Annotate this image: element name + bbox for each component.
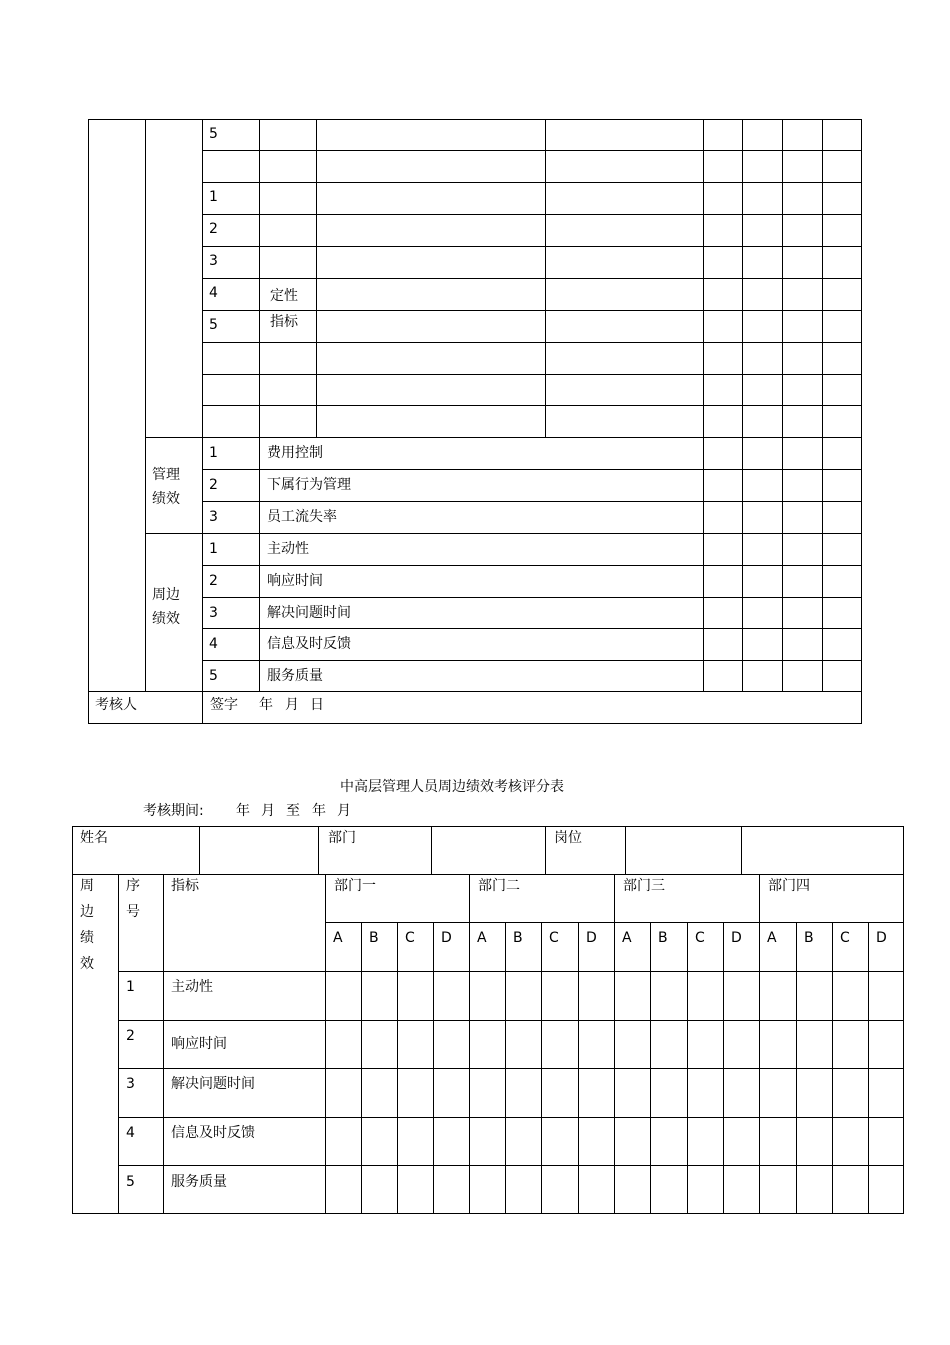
grid-line-vertical xyxy=(625,826,626,875)
indicator-name: 下属行为管理 xyxy=(267,477,351,493)
grade-column-line xyxy=(433,922,434,1214)
sequence-label: 号 xyxy=(126,904,140,920)
grid-line-vertical xyxy=(741,826,742,875)
date-month: 月 xyxy=(285,697,299,713)
sequence-label: 序 xyxy=(126,878,140,894)
department-header-1: 部门一 xyxy=(334,878,376,894)
grid-line-vertical xyxy=(545,119,546,438)
period-month: 月 xyxy=(337,803,351,819)
table1-row-line xyxy=(202,565,862,566)
grid-line-vertical xyxy=(163,874,164,1214)
table1-row-line xyxy=(202,214,862,215)
grade-column-line xyxy=(361,922,362,1214)
grid-line-vertical xyxy=(545,826,546,875)
table2-border xyxy=(72,874,73,1214)
row-number: 2 xyxy=(209,221,218,237)
grid-line-vertical xyxy=(259,119,260,692)
indicator-name: 信息及时反馈 xyxy=(171,1125,255,1141)
post-label: 岗位 xyxy=(554,830,582,846)
indicator-name: 响应时间 xyxy=(171,1036,227,1052)
table2-row-line xyxy=(118,1068,904,1069)
grade-column-line xyxy=(578,922,579,1214)
table1-row-line xyxy=(145,437,862,438)
score-column-line xyxy=(742,119,743,692)
indicator-header: 指标 xyxy=(171,878,199,894)
row-number: 3 xyxy=(209,509,218,525)
row-number: 4 xyxy=(126,1125,135,1141)
row-number: 2 xyxy=(126,1028,135,1044)
date-year: 年 xyxy=(259,697,273,713)
table1-row-line xyxy=(88,691,862,692)
grid-line-vertical xyxy=(903,826,904,875)
period-year: 年 xyxy=(312,803,326,819)
table2-row-line xyxy=(118,1117,904,1118)
table1-row-line xyxy=(202,342,862,343)
department-header-3: 部门三 xyxy=(623,878,665,894)
table1-row-line xyxy=(202,278,862,279)
peripheral-performance-label: 周边 xyxy=(152,587,180,603)
indicator-name: 费用控制 xyxy=(267,445,323,461)
grade-column-line xyxy=(687,922,688,1214)
grade-header: D xyxy=(441,930,452,946)
score-column-line xyxy=(822,119,823,692)
row-number: 1 xyxy=(209,445,218,461)
grid-line-vertical xyxy=(72,826,73,875)
grade-column-line xyxy=(650,922,651,1214)
indicator-name: 主动性 xyxy=(171,979,213,995)
table1-row-line xyxy=(202,628,862,629)
period-label: 考核期间: xyxy=(143,803,204,819)
row-number: 3 xyxy=(126,1076,135,1092)
row-number: 1 xyxy=(209,189,218,205)
grid-line-vertical xyxy=(145,119,146,692)
grade-column-line xyxy=(541,922,542,1214)
indicator-name: 信息及时反馈 xyxy=(267,636,351,652)
grid-line-vertical xyxy=(316,119,317,438)
department-header-2: 部门二 xyxy=(478,878,520,894)
table1-row-line xyxy=(202,597,862,598)
indicator-name: 解决问题时间 xyxy=(267,605,351,621)
grade-header: A xyxy=(622,930,632,946)
score-column-line xyxy=(703,119,704,692)
qualitative-indicator-label: 定性 xyxy=(270,288,298,304)
grid-line-vertical xyxy=(431,826,432,875)
grade-column-line xyxy=(614,874,615,1214)
grade-column-line xyxy=(397,922,398,1214)
indicator-name: 服务质量 xyxy=(267,668,323,684)
management-performance-label: 绩效 xyxy=(152,491,180,507)
grade-header: B xyxy=(369,930,379,946)
indicator-name: 员工流失率 xyxy=(267,509,337,525)
peripheral-performance-label: 效 xyxy=(80,956,94,972)
indicator-name: 响应时间 xyxy=(267,573,323,589)
grade-header: B xyxy=(513,930,523,946)
table1-row-line xyxy=(202,310,862,311)
row-number: 5 xyxy=(209,317,218,333)
row-number: 1 xyxy=(126,979,135,995)
table2-border xyxy=(72,1213,904,1214)
grade-header: C xyxy=(695,930,705,946)
table1-row-line xyxy=(202,374,862,375)
table1-row-line xyxy=(202,150,862,151)
assessor-label: 考核人 xyxy=(95,697,137,713)
grade-header: D xyxy=(586,930,597,946)
table1-row-line xyxy=(202,182,862,183)
department-label: 部门 xyxy=(328,830,356,846)
table1-row-line xyxy=(202,246,862,247)
grade-column-line xyxy=(759,874,760,1214)
grade-header: B xyxy=(804,930,814,946)
table1-row-line xyxy=(202,405,862,406)
grade-header: B xyxy=(658,930,668,946)
peripheral-performance-label: 绩 xyxy=(80,930,94,946)
period-year: 年 xyxy=(236,803,250,819)
table2-row-line xyxy=(72,874,904,875)
grade-header: C xyxy=(840,930,850,946)
grid-line-vertical xyxy=(202,119,203,724)
grade-column-line xyxy=(868,922,869,1214)
table2-border xyxy=(72,826,904,827)
table2-row-line xyxy=(118,1165,904,1166)
grade-column-line xyxy=(325,874,326,1214)
table1-row-line xyxy=(202,469,862,470)
grade-column-line xyxy=(469,874,470,1214)
grade-column-line xyxy=(903,874,904,1214)
row-number: 4 xyxy=(209,285,218,301)
row-number: 4 xyxy=(209,636,218,652)
period-month: 月 xyxy=(261,803,275,819)
indicator-name: 服务质量 xyxy=(171,1174,227,1190)
grade-header: A xyxy=(333,930,343,946)
peripheral-performance-label: 周 xyxy=(80,878,94,894)
row-number: 2 xyxy=(209,477,218,493)
score-column-line xyxy=(782,119,783,692)
table1-border xyxy=(88,723,862,724)
grade-header: D xyxy=(876,930,887,946)
grade-column-line xyxy=(796,922,797,1214)
grid-line-vertical xyxy=(118,874,119,1214)
department-header-4: 部门四 xyxy=(768,878,810,894)
table1-border xyxy=(88,119,862,120)
indicator-name: 主动性 xyxy=(267,541,309,557)
peripheral-performance-label: 边 xyxy=(80,904,94,920)
name-label: 姓名 xyxy=(80,830,108,846)
peripheral-performance-label: 绩效 xyxy=(152,611,180,627)
period-to: 至 xyxy=(286,803,300,819)
row-number: 5 xyxy=(126,1174,135,1190)
indicator-name: 解决问题时间 xyxy=(171,1076,255,1092)
grade-column-line xyxy=(505,922,506,1214)
row-number: 3 xyxy=(209,253,218,269)
row-number: 1 xyxy=(209,541,218,557)
grade-header: C xyxy=(405,930,415,946)
table1-row-line xyxy=(202,660,862,661)
row-number: 3 xyxy=(209,605,218,621)
row-number: 2 xyxy=(209,573,218,589)
grid-line-vertical xyxy=(199,826,200,875)
table2-row-line xyxy=(118,971,904,972)
page-title: 中高层管理人员周边绩效考核评分表 xyxy=(340,779,564,795)
table1-border xyxy=(861,119,862,724)
qualitative-indicator-label: 指标 xyxy=(270,314,298,330)
grade-column-line xyxy=(723,922,724,1214)
row-number: 5 xyxy=(209,668,218,684)
table1-border xyxy=(88,119,89,724)
table2-row-line xyxy=(118,1020,904,1021)
grade-header: A xyxy=(767,930,777,946)
date-day: 日 xyxy=(310,697,324,713)
grade-column-line xyxy=(832,922,833,1214)
row-number: 5 xyxy=(209,126,218,142)
table1-row-line xyxy=(145,533,862,534)
grade-header: A xyxy=(477,930,487,946)
table1-row-line xyxy=(202,501,862,502)
management-performance-label: 管理 xyxy=(152,467,180,483)
grade-header: C xyxy=(549,930,559,946)
grid-line-vertical xyxy=(318,826,319,875)
grade-header: D xyxy=(731,930,742,946)
signature-label: 签字 xyxy=(210,697,238,713)
